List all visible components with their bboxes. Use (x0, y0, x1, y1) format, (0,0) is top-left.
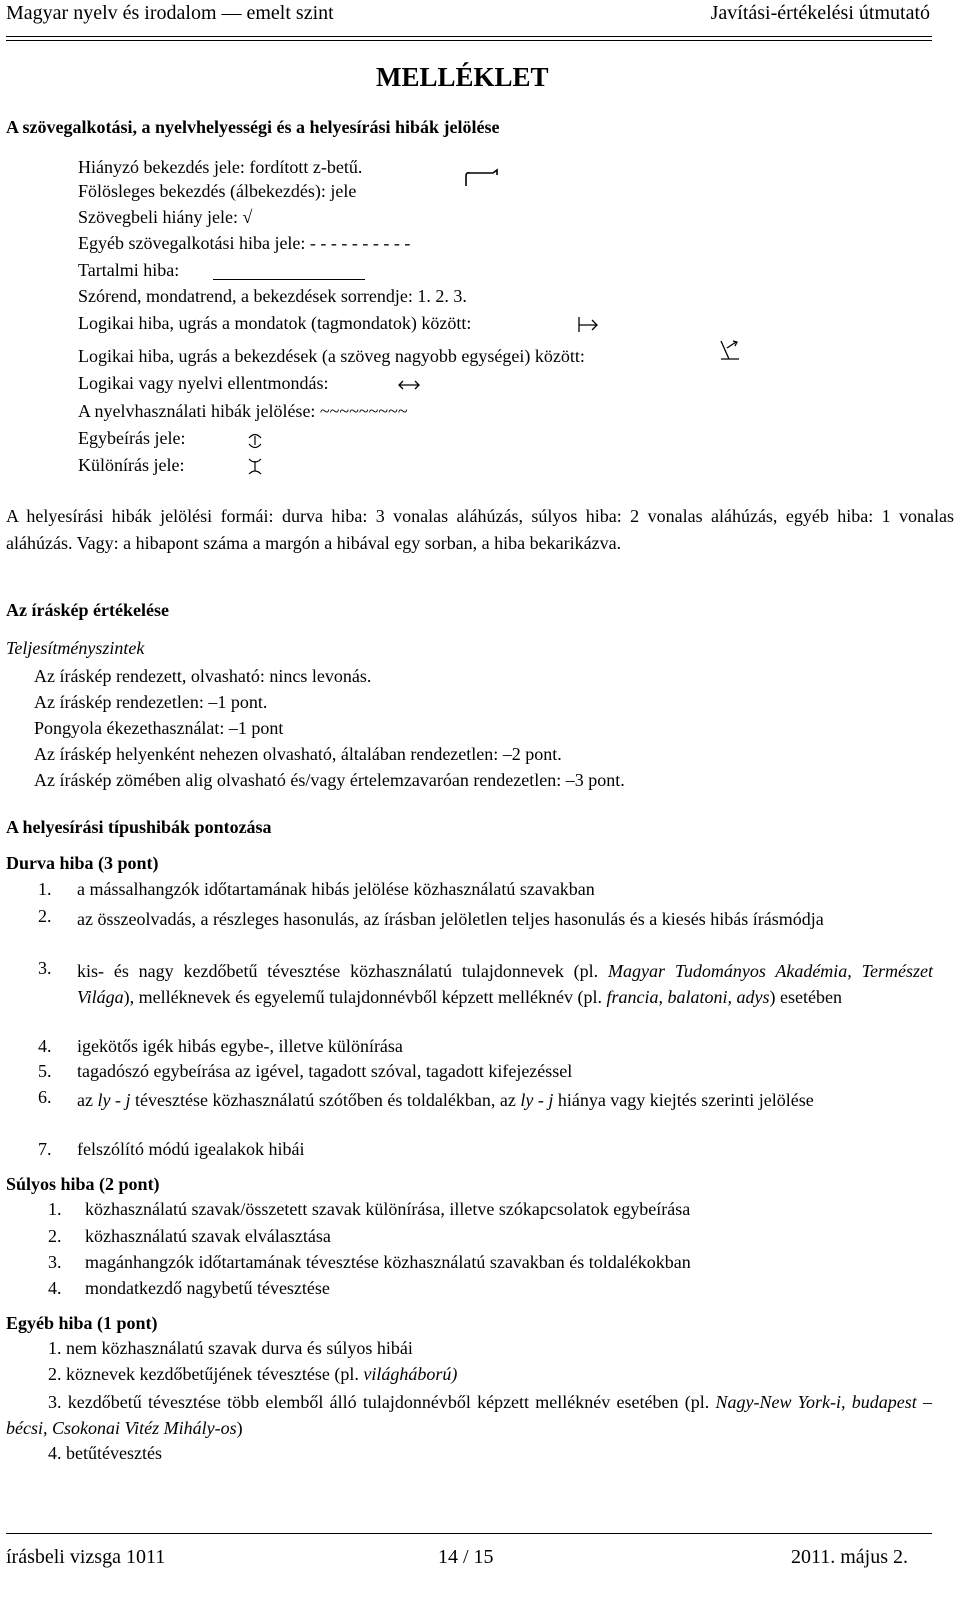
severe-item: tagadószó egybeírása az igével, tagadott szóval, tagadott kifejezéssel (77, 1061, 573, 1081)
severe-item-number: 3. (38, 958, 52, 978)
example-run: ly - j (520, 1090, 554, 1110)
footer-right: 2011. május 2. (790, 1546, 908, 1568)
header-rule-2 (6, 40, 932, 41)
serious-title: Súlyos hiba (2 pont) (6, 1174, 160, 1194)
marks-heading: A szövegalkotási, a nyelvhelyességi és a helyesírási hibák jelölése (6, 117, 500, 137)
severe-item-number: 6. (38, 1087, 52, 1107)
contradiction-icon (397, 378, 421, 392)
serious-item: közhasználatú szavak elválasztása (85, 1226, 331, 1246)
join-line: Egybeírás jele: (78, 428, 186, 448)
content-error-line: Tartalmi hiba: (78, 260, 180, 280)
serious-item: közhasználatú szavak/összetett szavak különírása, illetve szókapcsolatok egybeírása (85, 1199, 691, 1219)
handwriting-heading: Az íráskép értékelése (6, 600, 169, 620)
item-text: nem közhasználatú szavak durva és súlyos hibái (66, 1338, 413, 1358)
page-title: MELLÉKLET (376, 62, 549, 92)
handwriting-subheading: Teljesítményszintek (6, 638, 145, 658)
text-run: ), melléknevek és egyelemű tulajdonnévből képzett melléknév (pl. (123, 987, 607, 1008)
text-run: kis- és nagy kezdőbetű tévesztése közhasználatú tulajdonnevek (pl. (77, 961, 608, 981)
extra-paragraph-icon (465, 170, 501, 188)
serious-item: mondatkezdő nagybetű tévesztése (85, 1278, 330, 1298)
severe-title: Durva hiba (3 pont) (6, 853, 159, 873)
severe-item-number: 7. (38, 1139, 52, 1159)
severe-item: a mássalhangzók időtartamának hibás jelölése közhasználatú szavakban (77, 879, 595, 899)
handwriting-level: Pongyola ékezethasználat: –1 pont (34, 718, 284, 738)
item-number: 3. (48, 1392, 62, 1412)
serious-item-number: 2. (48, 1226, 62, 1246)
usage-errors-line: A nyelvhasználati hibák jelölése: ~~~~~~~~~ (78, 401, 408, 421)
content-error-underline (213, 279, 365, 280)
example-run: világháború) (363, 1364, 458, 1384)
serious-item-number: 4. (48, 1278, 62, 1298)
severe-item: igekötős igék hibás egybe-, illetve különírása (77, 1036, 403, 1056)
header-left: Magyar nyelv és irodalom — emelt szint (6, 2, 334, 24)
handwriting-level: Az íráskép rendezett, olvasható: nincs levonás. (34, 666, 372, 686)
item-number: 1. (48, 1338, 62, 1358)
item-number: 4. (48, 1443, 62, 1463)
text-run: ) (236, 1418, 243, 1439)
other-title: Egyéb hiba (1 pont) (6, 1313, 158, 1333)
text-run: hiánya vagy kiejtés szerinti jelölése (553, 1090, 814, 1110)
contradiction-line: Logikai vagy nyelvi ellentmondás: (78, 373, 329, 393)
item-text: betűtévesztés (66, 1443, 162, 1463)
severe-item-number: 1. (38, 879, 52, 899)
example-run: Magyar Tudományos Akadémia, Természet Világa (77, 961, 933, 1008)
word-order-line: Szórend, mondatrend, a bekezdések sorrendje: 1. 2. 3. (78, 286, 467, 306)
handwriting-level: Az íráskép helyenként nehezen olvasható, általában rendezetlen: –2 pont. (34, 744, 562, 764)
handwriting-level: Az íráskép zömében alig olvasható és/vagy értelemzavaróan rendezetlen: –3 pont. (34, 770, 625, 790)
severe-item-number: 2. (38, 906, 52, 926)
join-mark-icon (246, 432, 264, 450)
separate-mark-icon (246, 456, 264, 476)
severe-item-number: 4. (38, 1036, 52, 1056)
text-run: tévesztése közhasználatú szótőben és toldalékban, az (130, 1090, 521, 1110)
example-run: Nagy-New York-i, budapest – bécsi, Csokonai Vitéz Mihály-os (6, 1392, 933, 1439)
serious-item-number: 3. (48, 1252, 62, 1272)
serious-item: magánhangzók időtartamának tévesztése közhasználatú szavakban és toldalékokban (85, 1252, 691, 1272)
example-run: francia, balatoni, adys (606, 987, 770, 1008)
paragraph-jump-icon (718, 339, 742, 363)
other-item-4 (48, 1443, 162, 1464)
separate-line: Különírás jele: (78, 455, 185, 475)
severe-item: felszólító módú igealakok hibái (77, 1139, 305, 1159)
sentence-jump-icon (577, 316, 601, 334)
logic-paragraphs-line: Logikai hiba, ugrás a bekezdések (a szöveg nagyobb egységei) között: (78, 346, 585, 366)
other-item-1 (48, 1338, 413, 1359)
footer-rule (6, 1533, 932, 1534)
missing-paragraph-line: Hiányzó bekezdés jele: fordított z-betű. (78, 157, 363, 177)
other-item-3 (6, 1389, 932, 1442)
page-number: 14 / 15 (438, 1546, 494, 1568)
text-run: kezdőbetű tévesztése több elemből álló tulajdonnévből képzett melléknév esetében (pl. (67, 1392, 716, 1412)
text-run: az (77, 1090, 98, 1110)
header-right: Javítási-értékelési útmutató (710, 2, 930, 24)
other-item-2 (48, 1364, 457, 1385)
text-run: ) esetében (769, 987, 842, 1008)
severe-item: az összeolvadás, a részleges hasonulás, az írásban jelöletlen teljes hasonulás és a kiesés hibás írásmódja (77, 909, 824, 929)
serious-item-number: 1. (48, 1199, 62, 1219)
other-error-line: Egyéb szövegalkotási hiba jele: - - - - - - - - - - (78, 233, 411, 253)
severe-item-number: 5. (38, 1061, 52, 1081)
spelling-forms-paragraph: A helyesírási hibák jelölési formái: durva hiba: 3 vonalas aláhúzás, súlyos hiba: 2 vonalas aláhúzás, egyéb hiba: 1 vonalas aláhúzás. Vagy: a hibapont száma a margón a hibával egy sorban, a hiba bekarikázva. (6, 506, 954, 553)
severe-item-3 (77, 958, 933, 1011)
severe-item-6 (77, 1087, 933, 1113)
handwriting-level: Az íráskép rendezetlen: –1 pont. (34, 692, 268, 712)
text-gap-line: Szövegbeli hiány jele: √ (78, 207, 253, 227)
header-rule (6, 36, 932, 37)
footer-left: írásbeli vizsga 1011 (6, 1546, 166, 1568)
extra-paragraph-line: Fölösleges bekezdés (álbekezdés): jele (78, 181, 357, 201)
example-run: ly - j (97, 1090, 131, 1110)
text-run: köznevek kezdőbetűjének tévesztése (pl. (66, 1364, 364, 1384)
scoring-heading: A helyesírási típushibák pontozása (6, 817, 272, 837)
item-number: 2. (48, 1364, 62, 1384)
logic-sentences-line: Logikai hiba, ugrás a mondatok (tagmondatok) között: (78, 313, 472, 333)
